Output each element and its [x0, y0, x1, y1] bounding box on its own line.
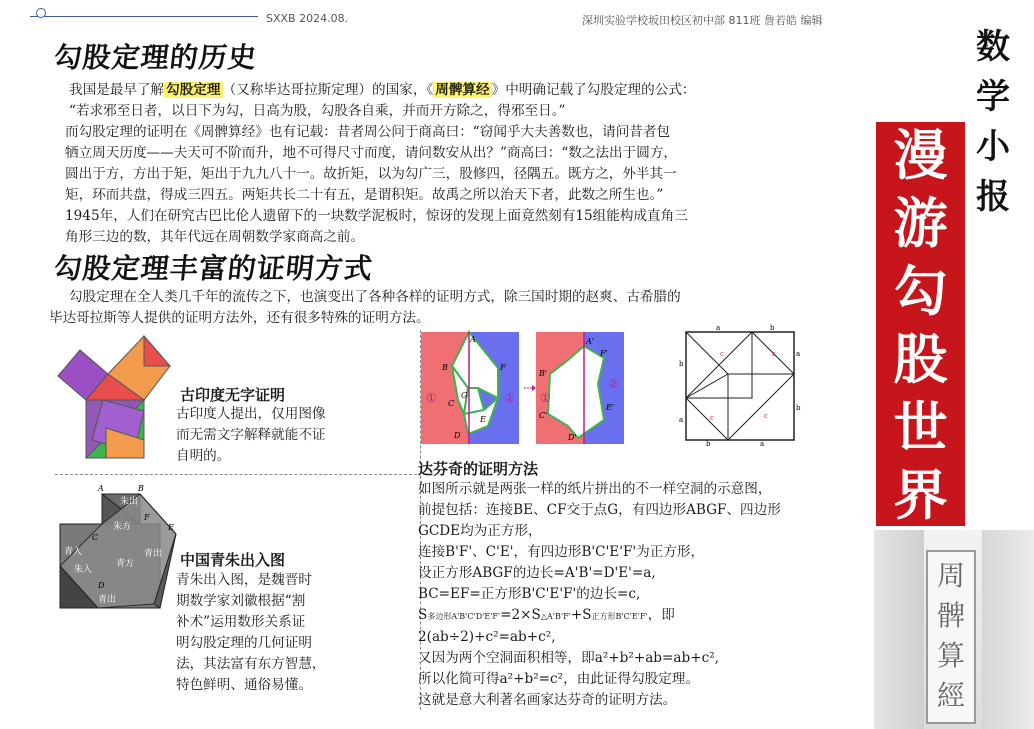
history-p3-line2: 角形三边的数，其年代远在周朝数学家商高之前。 — [65, 229, 365, 245]
main-title-char: 勾 — [893, 260, 948, 323]
china-line: 明勾股定理的几何证明 — [176, 635, 312, 651]
square-proof-figure — [676, 322, 801, 448]
history-p3-line1: 1945年，人们在研究古巴比伦人遗留下的一块数学泥板时，惊讶的发现上面竟然刻有15组能构成直角三 — [65, 208, 688, 224]
square-label: a — [760, 440, 765, 448]
davinci-line: 如图所示就是两张一样的纸片拼出的不一样空洞的示意图， — [418, 481, 772, 497]
history-title: 勾股定理的历史 — [52, 41, 259, 74]
china-label: 青出 — [98, 595, 117, 605]
china-point: E — [168, 523, 174, 532]
davinci-line: 连接B'F'、C'E'，有四边形B'C'E'F'为正方形， — [418, 544, 705, 560]
china-title: 中国青朱出入图 — [180, 551, 286, 569]
side-label-char: 报 — [976, 177, 1010, 217]
davinci-line: 2(ab÷2)+c²=ab+c², — [418, 629, 556, 645]
china-label: 朱入 — [74, 565, 93, 575]
history-p1-line1: 我国是最早了解 勾股定理 （又称毕达哥拉斯定理）的国家，《 周髀算经 》中明确记载了勾股定理的公式： — [69, 82, 696, 98]
book-char: 算 — [936, 639, 965, 672]
davinci-line: 这就是意大利著名画家达芬奇的证明方法。 — [418, 692, 677, 708]
davinci-label: D — [454, 431, 461, 440]
davinci-text — [418, 479, 868, 711]
proofs-title: 勾股定理丰富的证明方式 — [52, 252, 375, 285]
square-label: b — [796, 404, 801, 412]
china-line: 青朱出入图，是魏晋时 — [176, 572, 312, 588]
book-char: 經 — [936, 679, 965, 712]
china-label: 朱方 — [113, 522, 132, 532]
india-line: 而无需文字解释就能不证 — [176, 427, 326, 443]
china-line: 补术”运用数形关系证 — [176, 614, 306, 630]
china-label: 青入 — [64, 547, 83, 557]
divider-horizontal — [55, 474, 417, 475]
davinci-line: 设正方形ABGF的边长=A'B'=D'E'=a, — [418, 565, 656, 581]
highlight-book: 周髀算经 — [435, 82, 490, 98]
davinci-label: E — [480, 415, 486, 424]
book-char: 髀 — [936, 599, 965, 632]
davinci-line: GCDE均为正方形， — [418, 523, 542, 539]
china-point: F — [144, 513, 150, 522]
china-text — [176, 570, 326, 696]
china-point: D — [98, 581, 105, 590]
davinci-label: A' — [586, 337, 594, 346]
square-label: a — [679, 416, 684, 424]
davinci-line: BC=EF=正方形B'C'E'F'的边长=c, — [418, 586, 641, 602]
davinci-title: 达芬奇的证明方法 — [418, 460, 539, 478]
main-title-char: 股 — [893, 328, 948, 391]
main-title-char: 世 — [893, 396, 948, 459]
davinci-label: ① — [540, 391, 551, 405]
davinci-label: C' — [539, 411, 548, 420]
davinci-line: 又因为两个空洞面积相等，即a²+b²+ab=ab+c², — [418, 650, 719, 666]
square-label: c — [720, 350, 724, 358]
china-point: C — [92, 533, 99, 542]
china-label: 青方 — [116, 559, 135, 569]
proofs-intro-line1: 勾股定理在全人类几千年的流传之下，也演变出了各种各样的证明方式，除三国时期的赵爽、古希腊的 — [69, 289, 681, 305]
main-title-char: 漫 — [893, 124, 948, 187]
china-label: 朱出 — [120, 497, 139, 507]
china-proof-figure — [58, 484, 180, 610]
history-p2-line3: 圆出于方，方出于矩，矩出于九九八十一。故折矩，以为勾广三，股修四，径隅五。既方之，外半其一 — [65, 166, 677, 182]
davinci-label: ② — [504, 391, 515, 405]
history-p2-line1: 而勾股定理的证明在《周髀算经》也有记载：昔者周公问于商高曰：“窃闻乎大夫善数也，请问昔者包 — [65, 124, 671, 140]
book-char: 周 — [936, 559, 965, 592]
main-title-char: 游 — [893, 192, 948, 255]
davinci-figures — [418, 330, 628, 446]
side-label-char: 小 — [976, 127, 1010, 167]
main-title-strip — [876, 122, 965, 526]
davinci-line: S多边形A'B'C'D'E'F'=2×S△A'B'F'+S正方形B'C'E'F'，即 — [418, 607, 675, 623]
davinci-label: D' — [568, 433, 577, 442]
square-label: a — [716, 324, 721, 332]
china-line: 法，其法富有东方智慧， — [176, 656, 326, 672]
india-text — [176, 404, 326, 467]
square-label: b — [706, 440, 711, 448]
davinci-label: F' — [600, 349, 608, 358]
history-p2-line4: 矩，环而共盘，得成三四五。两矩共长二十有五，是谓积矩。故禹之所以治天下者，此数之所生也。” — [65, 187, 664, 203]
book-label-box — [926, 550, 976, 724]
china-line: 期数学家刘徽根据“割 — [176, 593, 306, 609]
davinci-line: 所以化简可得a²+b²=c²，由此证得勾股定理。 — [418, 671, 700, 687]
square-label: c — [764, 412, 768, 420]
header-dot-icon — [36, 8, 46, 18]
davinci-label: B — [442, 363, 448, 372]
davinci-label: F — [500, 363, 506, 372]
davinci-label: ② — [608, 377, 619, 391]
proofs-intro-line2: 毕达哥拉斯等人提供的证明方法外，还有很多特殊的证明方法。 — [49, 310, 430, 326]
china-point: A — [98, 484, 104, 493]
davinci-label: C — [448, 399, 455, 408]
history-p1-line2: “若求邪至日者，以日下为勾，日高为股，勾股各自乘，并而开方除之，得邪至日。” — [69, 103, 566, 119]
china-label: 青出 — [144, 549, 163, 559]
india-line: 自明的。 — [176, 448, 231, 464]
india-proof-figure — [58, 336, 176, 464]
square-label: c — [772, 350, 776, 358]
history-body — [65, 80, 869, 248]
square-label: c — [710, 414, 714, 422]
header-left: SXXB 2024.08. — [266, 12, 349, 25]
davinci-label: B' — [539, 369, 548, 378]
square-label: b — [679, 360, 684, 368]
davinci-label: A — [470, 335, 476, 344]
india-title: 古印度无字证明 — [180, 386, 286, 404]
side-label-char: 数 — [976, 27, 1010, 67]
davinci-line: 前提包括：连接BE、CF交于点G，有四边形ABGF、四边形 — [418, 502, 781, 518]
main-title-char: 界 — [893, 464, 948, 527]
history-p2-line2: 牺立周天历度——夫天可不阶而升，地不可得尺寸而度，请问数安从出？”商高曰：“数之法出于圆方， — [65, 145, 678, 161]
square-label: b — [770, 324, 775, 332]
china-line: 特色鲜明、通俗易懂。 — [176, 677, 312, 693]
square-label: a — [796, 350, 801, 358]
india-line: 古印度人提出，仅用图像 — [176, 406, 326, 422]
side-label-char: 学 — [976, 77, 1010, 117]
header-line — [30, 16, 258, 17]
header-right: 深圳实验学校坂田校区初中部 811班 詹若皓 编辑 — [582, 14, 823, 27]
davinci-label: ① — [426, 391, 437, 405]
book-image — [874, 530, 1034, 729]
china-point: B — [138, 484, 144, 493]
davinci-label: G — [461, 391, 468, 400]
davinci-label: E' — [606, 403, 615, 412]
side-label — [968, 22, 1018, 222]
highlight-term: 勾股定理 — [166, 82, 221, 98]
